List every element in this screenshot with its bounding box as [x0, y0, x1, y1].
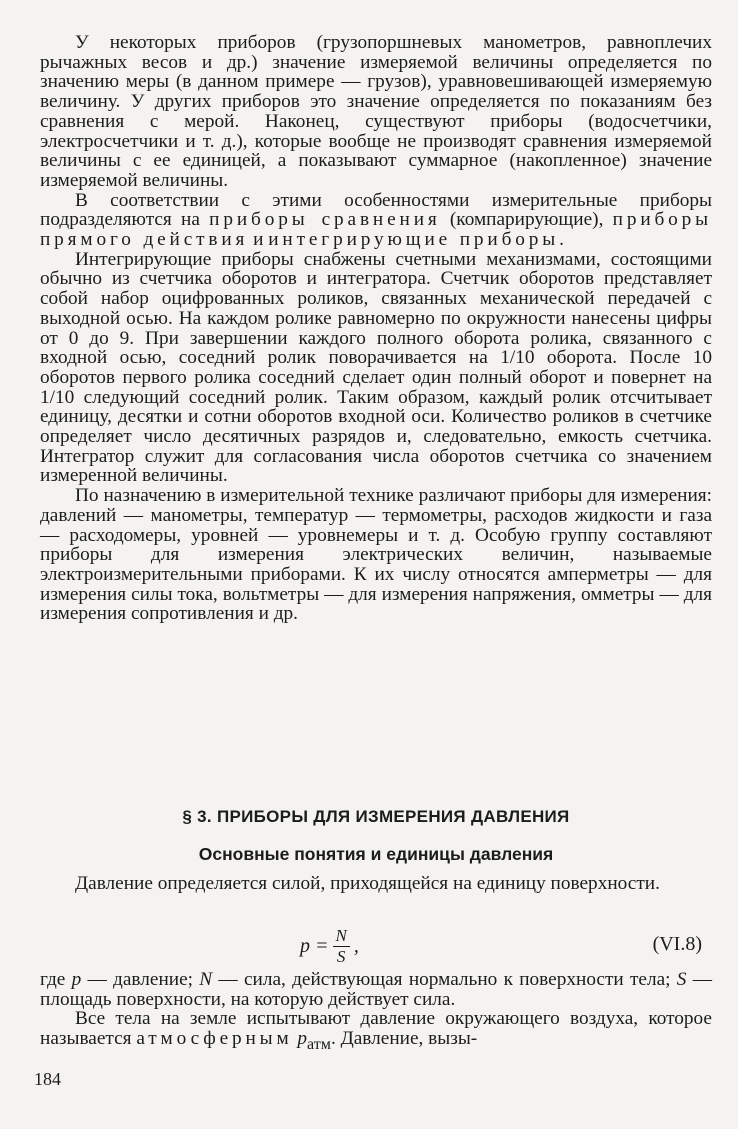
text-run: и	[248, 229, 269, 251]
text-run: .	[559, 229, 564, 251]
text-run: В соответствии с этими особенностями измерительные приборы подразделяются на	[40, 189, 712, 231]
paragraph-integrating-devices: Интегрирующие приборы снабжены счетными механизмами, состоящими обычно из счетчика оборотов и интегратора. Счетчик оборотов представляет собой набор оцифрованных роликов, связанных механической передачей с выходной осью. На каждом ролике равномерно по окружности нанесены цифры от 0 до 9. При завершении каждого полного оборота ролика, связанного с входной осью, соседний ролик поворачивается на 1/10 оборота. После 10 оборотов первого ролика соседний сделает один полный оборот и повернет на 1/10 следующий соседний ролик. Таким образом, каждый ролик отсчитывает единицу, десятки и сотни оборотов входной оси. Количество роликов в счетчике определяет число десятичных разрядов и, следовательно, емкость счетчика. Интегратор служит для согласования числа оборотов счетчика со значением измеренной величины.	[40, 248, 712, 487]
paragraph-purpose: По назначению в измерительной технике различают приборы для измерения: давлений — манометры, температур — термометры, расходов жидкости и газа — расходомеры, уровней — уровнемеры и т. д. Особую группу составляют приборы для измерения электрических величин, называемые электроизмерительными приборами. К их числу относятся амперметры — для измерения силы тока, вольтметры — для измерения напряжения, омметры — для измерения сопротивления и др.	[40, 485, 712, 625]
subsection-heading: Основные понятия и единицы давления	[198, 844, 554, 864]
spaced-term: интегрирующие приборы	[268, 229, 560, 251]
spaced-term: приборы прямого действия	[40, 209, 712, 251]
spaced-term: приборы сравнения	[209, 209, 441, 231]
formula-trail: ,	[353, 934, 359, 957]
paragraph-classification	[40, 191, 712, 250]
section-heading: § 3. ПРИБОРЫ ДЛЯ ИЗМЕРЕНИЯ ДАВЛЕНИЯ	[182, 807, 570, 826]
formula-fraction	[333, 926, 350, 967]
paragraph-pressure-definition: Давление определяется силой, приходящейся на единицу поверхности.	[75, 873, 660, 894]
paragraph-atmospheric	[40, 1009, 712, 1054]
symbol-n: N	[199, 969, 213, 990]
symbol-p-atm: p	[297, 1028, 308, 1050]
text-run: где	[40, 969, 72, 990]
formula-lhs: p =	[300, 934, 329, 957]
text-run: — площадь поверхности, на которую действует сила.	[40, 969, 712, 1010]
text-run: (компарирующие),	[440, 209, 613, 231]
equation-number: (VI.8)	[652, 933, 702, 955]
paragraph-measure-comparison: У некоторых приборов (грузопоршневых манометров, равноплечих рычажных весов и др.) значение измеряемой величины определяется по значению меры (в данном примере — грузов), уравновешивающей измеряемую величину. У других приборов это значение определяется по показаниям без сравнения с мерой. Наконец, существуют приборы (водосчетчики, электросчетчики и т. д.), которые вообще не производят сравнения измеряемой величины с ее единицей, а показывают суммарное (накопленное) значение измеряемой величины.	[40, 32, 712, 191]
text-run: — давление;	[81, 969, 200, 990]
text-block-top	[40, 33, 712, 624]
formula-denominator: S	[336, 946, 346, 966]
formula-numerator: N	[333, 926, 350, 947]
text-run: Все тела на земле испытывают давление окружающего воздуха, которое называется	[40, 1008, 712, 1050]
text-block-pressure-def	[40, 874, 712, 894]
text-run: . Давление, вызы-	[330, 1028, 478, 1050]
symbol-p: p	[71, 969, 82, 990]
subscript-atm: атм	[307, 1035, 331, 1053]
page-number: 184	[34, 1069, 61, 1089]
spaced-term: атмосферным	[136, 1028, 293, 1050]
symbol-s: S	[676, 969, 687, 990]
paragraph-where-clause	[40, 970, 712, 1009]
text-block-bottom	[40, 970, 712, 1055]
pressure-formula	[300, 922, 359, 970]
text-run: — сила, действующая нормально к поверхности тела;	[212, 969, 677, 990]
